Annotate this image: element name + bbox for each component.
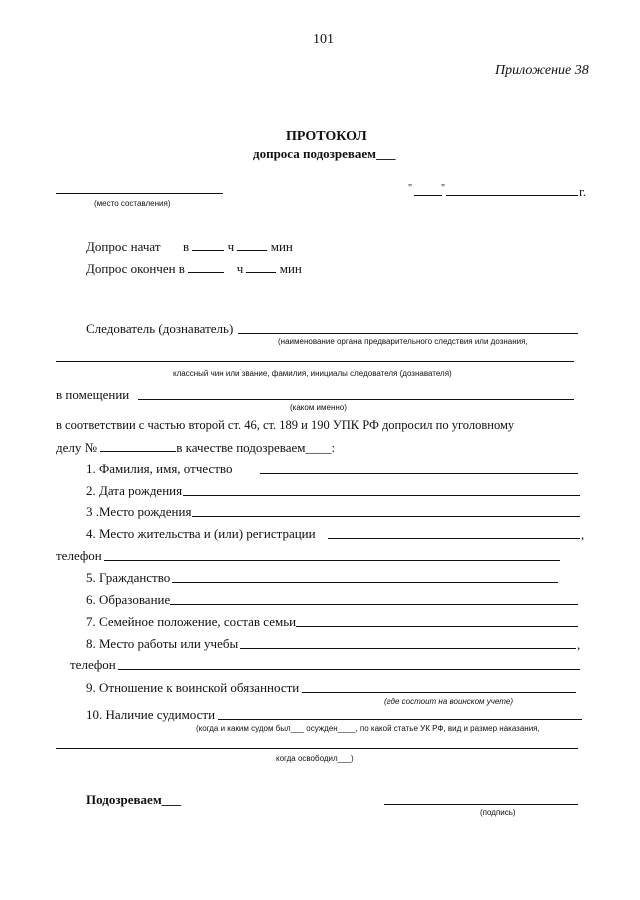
room-label: в помещении: [56, 387, 130, 402]
end-label: Допрос окончен в: [86, 261, 185, 276]
item-9-caption: (где состоит на воинском учете): [384, 697, 514, 706]
case-label: делу №: [56, 440, 98, 455]
item-3-field[interactable]: [192, 516, 580, 517]
investigator-caption-1: (наименование органа предварительного следствия или дознания,: [278, 337, 528, 346]
item-4-phone-label: телефон: [56, 548, 102, 563]
start-min: мин: [270, 239, 293, 254]
case-row: [56, 440, 335, 456]
item-10-caption: (когда и каким судом был___ осужден____, по какой статье УК РФ, вид и размер наказания,: [196, 724, 540, 733]
item-9-field[interactable]: [302, 692, 576, 693]
item-5-field[interactable]: [172, 582, 558, 583]
date-quote-open: ": [408, 183, 413, 194]
item-8-phone-field[interactable]: [118, 669, 580, 670]
item-7-field[interactable]: [296, 626, 578, 627]
item-10-field[interactable]: [218, 719, 582, 720]
start-minutes-field[interactable]: [237, 239, 267, 251]
item-2-label: 2. Дата рождения: [86, 483, 183, 498]
as-suspect-text: в качестве подозреваем____:: [176, 440, 336, 455]
item-8-phone-label: телефон: [70, 657, 116, 672]
start-time-row: [86, 239, 293, 255]
item-6-field[interactable]: [170, 604, 578, 605]
item-6-label: 6. Образование: [86, 592, 171, 607]
item-3-label: 3 .Место рождения: [86, 504, 192, 519]
date-quote-close: ": [441, 183, 446, 194]
investigator-field-2[interactable]: [56, 361, 574, 362]
start-label: Допрос начат: [86, 239, 161, 254]
page-number: 101: [313, 32, 334, 47]
start-h: ч: [227, 239, 235, 254]
item-10-field-2[interactable]: [56, 748, 578, 749]
item-5-label: 5. Гражданство: [86, 570, 171, 585]
item-8-label: 8. Место работы или учебы: [86, 636, 239, 651]
date-month-year-field[interactable]: [446, 195, 578, 196]
item-4-label: 4. Место жительства и (или) регистрации: [86, 526, 316, 541]
investigator-caption-2: классный чин или звание, фамилия, инициалы следователя (дознавателя): [173, 369, 452, 378]
item-8-comma: ,: [577, 637, 581, 652]
item-1-field[interactable]: [260, 473, 578, 474]
item-10-caption-2: когда освободил___): [276, 754, 354, 763]
end-time-row: [86, 261, 302, 277]
date-year-suffix: г.: [579, 184, 587, 199]
document-title: ПРОТОКОЛ: [286, 129, 367, 144]
signature-field[interactable]: [384, 804, 578, 805]
item-8-field[interactable]: [240, 648, 576, 649]
appendix-label: Приложение 38: [495, 63, 589, 78]
item-4-phone-field[interactable]: [104, 560, 560, 561]
end-min: мин: [279, 261, 302, 276]
place-field[interactable]: [56, 193, 223, 194]
signature-caption: (подпись): [480, 808, 516, 817]
item-1-label: 1. Фамилия, имя, отчество: [86, 461, 233, 476]
end-hours-field[interactable]: [188, 261, 224, 273]
item-7-label: 7. Семейное положение, состав семьи: [86, 614, 297, 629]
item-4-comma: ,: [581, 527, 585, 542]
document-subtitle: допроса подозреваем___: [253, 146, 396, 161]
date-day-field[interactable]: [414, 195, 442, 196]
item-9-label: 9. Отношение к воинской обязанности: [86, 680, 300, 695]
suspect-signature-label: Подозреваем___: [86, 792, 182, 807]
end-h: ч: [236, 261, 244, 276]
room-field[interactable]: [138, 399, 574, 400]
place-caption: (место составления): [94, 199, 171, 208]
legal-basis-text: в соответствии с частью второй ст. 46, ст. 189 и 190 УПК РФ допросил по уголовному: [56, 418, 515, 432]
investigator-label: Следователь (дознаватель): [86, 321, 234, 336]
item-10-label: 10. Наличие судимости: [86, 707, 216, 722]
room-caption: (каком именно): [290, 403, 347, 412]
investigator-field[interactable]: [238, 333, 578, 334]
item-4-field[interactable]: [328, 538, 580, 539]
end-minutes-field[interactable]: [246, 261, 276, 273]
item-2-field[interactable]: [183, 495, 580, 496]
start-at: в: [183, 239, 190, 254]
start-hours-field[interactable]: [192, 239, 224, 251]
case-number-field[interactable]: [100, 440, 176, 452]
